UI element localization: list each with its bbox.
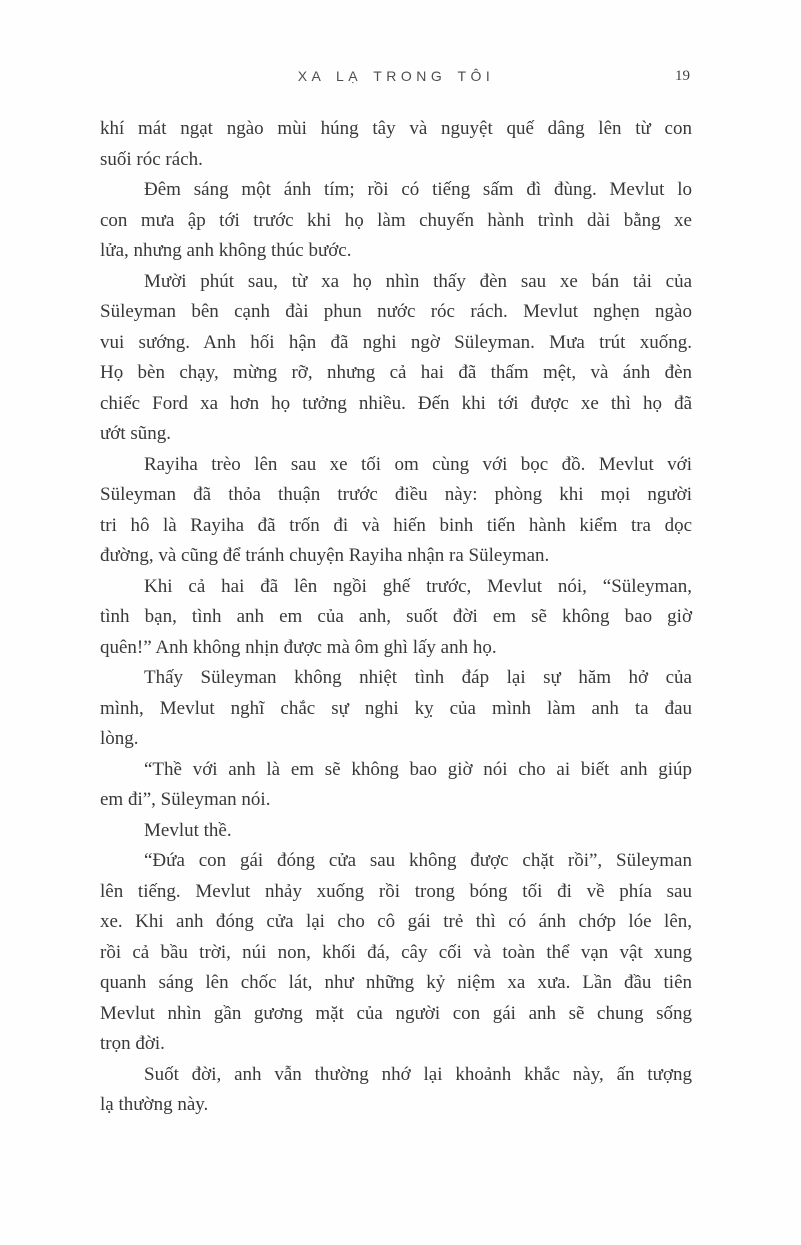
text-line: tình bạn, tình anh em của anh, suốt đời em sẽ không bao giờ xyxy=(100,606,692,627)
page-body xyxy=(100,114,692,1121)
text-line: khí mát ngạt ngào mùi húng tây và nguyệt quế dâng lên từ con xyxy=(100,118,692,139)
paragraph xyxy=(100,816,692,847)
text-line: suối róc rách. xyxy=(100,148,203,170)
text-line: Khi cả hai đã lên ngồi ghế trước, Mevlut nói, “Süleyman, xyxy=(144,575,692,597)
text-line: Đêm sáng một ánh tím; rồi có tiếng sấm đì đùng. Mevlut lo xyxy=(144,179,692,200)
text-line: em đi”, Süleyman nói. xyxy=(100,789,271,810)
paragraph xyxy=(100,663,692,755)
paragraph xyxy=(100,175,692,267)
text-line: lên tiếng. Mevlut nhảy xuống rồi trong bóng tối đi về phía sau xyxy=(100,880,692,902)
page-header xyxy=(100,63,692,89)
text-line: Mevlut nhìn gần gương mặt của người con gái anh sẽ chung sống xyxy=(100,1002,692,1024)
paragraph xyxy=(100,114,692,175)
paragraph xyxy=(100,450,692,572)
text-line: Süleyman bên cạnh đài phun nước róc rách. Mevlut nghẹn ngào xyxy=(100,301,692,322)
text-line: lòng. xyxy=(100,728,139,749)
paragraph xyxy=(100,846,692,1060)
text-line: lạ thường này. xyxy=(100,1094,209,1115)
text-line: con mưa ập tới trước khi họ làm chuyến hành trình dài bằng xe xyxy=(100,209,692,231)
text-line: ướt sũng. xyxy=(100,423,172,444)
paragraph xyxy=(100,1060,692,1121)
paragraph xyxy=(100,267,692,450)
text-line: tri hô là Rayiha đã trốn đi và hiến binh tiến hành kiểm tra dọc xyxy=(100,514,692,536)
text-line: quên!” Anh không nhịn được mà ôm ghì lấy anh họ. xyxy=(100,636,497,658)
text-line: trọn đời. xyxy=(100,1033,165,1054)
text-line: Mevlut thề. xyxy=(144,819,232,841)
text-line: “Đứa con gái đóng cửa sau không được chặt rồi”, Süleyman xyxy=(144,850,692,871)
text-line: rồi cả bầu trời, núi non, khối đá, cây cối và toàn thể vạn vật xung xyxy=(100,941,692,963)
text-line: Suốt đời, anh vẫn thường nhớ lại khoảnh khắc này, ấn tượng xyxy=(144,1063,692,1085)
text-line: “Thề với anh là em sẽ không bao giờ nói cho ai biết anh giúp xyxy=(144,758,692,780)
text-line: lửa, nhưng anh không thúc bước. xyxy=(100,240,352,261)
text-line: mình, Mevlut nghĩ chắc sự nghi kỵ của mình làm anh ta đau xyxy=(100,697,692,719)
text-line: vui sướng. Anh hối hận đã nghi ngờ Süleyman. Mưa trút xuống. xyxy=(100,331,692,353)
paragraph xyxy=(100,755,692,816)
text-line: Họ bèn chạy, mừng rỡ, nhưng cả hai đã thấm mệt, và ánh đèn xyxy=(100,362,692,383)
text-line: chiếc Ford xa hơn họ tưởng nhiều. Đến khi tới được xe thì họ đã xyxy=(100,392,692,414)
running-title: XA LẠ TRONG TÔI xyxy=(297,68,495,84)
page-number: 19 xyxy=(675,68,690,84)
text-line: quanh sáng lên chốc lát, như những kỷ niệm xa xưa. Lần đầu tiên xyxy=(100,972,692,993)
text-line: đường, và cũng để tránh chuyện Rayiha nhận ra Süleyman. xyxy=(100,545,550,566)
text-line: Süleyman đã thỏa thuận trước điều này: phòng khi mọi người xyxy=(100,484,692,505)
text-line: Mười phút sau, từ xa họ nhìn thấy đèn sau xe bán tải của xyxy=(144,270,692,292)
text-line: Rayiha trèo lên sau xe tối om cùng với bọc đồ. Mevlut với xyxy=(144,453,692,475)
text-line: Thấy Süleyman không nhiệt tình đáp lại sự hăm hở của xyxy=(144,667,692,688)
paragraph xyxy=(100,572,692,664)
text-line: xe. Khi anh đóng cửa lại cho cô gái trẻ thì có ánh chớp lóe lên, xyxy=(100,911,692,932)
